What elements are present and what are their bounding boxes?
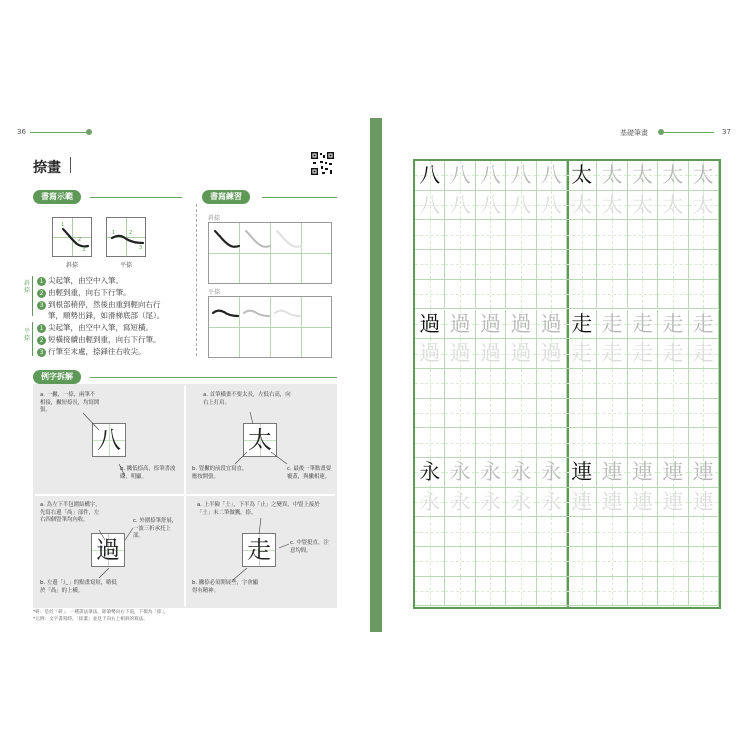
sheet-cell[interactable]: [476, 310, 506, 340]
trace-character: 走: [631, 341, 653, 366]
trace-character: 永: [449, 460, 471, 484]
sheet-cell[interactable]: [506, 458, 536, 488]
trace-character: 走: [601, 311, 623, 336]
sheet-cell[interactable]: [658, 488, 688, 518]
trace-character: 過: [540, 341, 562, 366]
sheet-cell[interactable]: [476, 250, 506, 280]
stroke-mark: 2: [129, 230, 133, 236]
sheet-cell[interactable]: [567, 161, 597, 191]
sheet-cell[interactable]: [689, 191, 719, 221]
sheet-cell[interactable]: [689, 280, 719, 310]
trace-character: 永: [479, 460, 501, 484]
leader-lines-guo: [33, 494, 185, 608]
sheet-cell[interactable]: [658, 280, 688, 310]
sheet-cell[interactable]: [476, 458, 506, 488]
demo-section-label: 書寫示範: [33, 190, 81, 204]
trace-character: 走: [692, 341, 714, 366]
trace-character: 太: [662, 192, 684, 217]
xie-na-step-3-cont: 筆，順勢出鋒，如滑梯底部（尾）。: [48, 311, 165, 320]
sheet-cell[interactable]: [537, 280, 567, 310]
ping-na-step-2: 2 短橫接續由輕到重，向右下行筆。: [37, 334, 161, 345]
sheet-cell[interactable]: [415, 280, 445, 310]
page-title: 捺畫: [33, 160, 61, 176]
example-note: a. 為左下半包圍結構字，先寫右邊「咼」部件，左右四個豎筆均內收。: [40, 502, 101, 523]
sheet-cell[interactable]: [628, 488, 658, 518]
sheet-cell[interactable]: [658, 161, 688, 191]
book-spine: [370, 118, 382, 632]
sheet-cell[interactable]: [689, 577, 719, 607]
sheet-cell[interactable]: [567, 310, 597, 340]
trace-character: 永: [479, 489, 501, 514]
sheet-cell[interactable]: [567, 191, 597, 221]
trace-character: 連: [601, 489, 623, 514]
trace-character: 走: [662, 311, 684, 336]
sheet-cell[interactable]: [415, 310, 445, 340]
sheet-cell[interactable]: [415, 250, 445, 280]
leader-lines-tai: [185, 384, 337, 494]
trace-character: 過: [510, 311, 532, 336]
sheet-cell[interactable]: [689, 517, 719, 547]
practice-label-ping-na: 平捺: [208, 289, 221, 296]
example-char: 過: [96, 536, 120, 564]
trace-character: 過: [510, 341, 532, 366]
trace-character: 八: [449, 192, 471, 217]
sheet-cell[interactable]: [597, 369, 627, 399]
sheet-cell[interactable]: [445, 220, 475, 250]
model-character: 連: [571, 460, 593, 484]
trace-character: 八: [510, 163, 532, 187]
sheet-cell[interactable]: [689, 161, 719, 191]
sheet-cell[interactable]: [506, 517, 536, 547]
trace-character: 太: [601, 163, 623, 187]
trace-character: 連: [692, 460, 714, 484]
trace-character: 太: [571, 192, 593, 217]
sheet-cell[interactable]: [445, 310, 475, 340]
example-note: c. 中豎挺直，注意均間。: [290, 540, 329, 554]
sheet-cell[interactable]: [658, 191, 688, 221]
sheet-cell[interactable]: [537, 517, 567, 547]
sheet-cell[interactable]: [537, 310, 567, 340]
stroke-mark: 1: [112, 230, 116, 236]
trace-character: 過: [479, 341, 501, 366]
right-page-number: 37: [722, 128, 731, 136]
trace-character: 永: [540, 460, 562, 484]
trace-character: 連: [601, 460, 623, 484]
model-character: 太: [571, 163, 593, 187]
sheet-cell[interactable]: [537, 399, 567, 429]
sheet-cell[interactable]: [476, 369, 506, 399]
sheet-cell[interactable]: [597, 220, 627, 250]
example-char: 八: [97, 426, 121, 454]
sheet-cell[interactable]: [628, 428, 658, 458]
sheet-cell[interactable]: [445, 399, 475, 429]
sheet-cell[interactable]: [476, 161, 506, 191]
practice-grid-ping-na[interactable]: [208, 296, 332, 358]
xie-na-step-2: 2 由輕到重，向右下行筆。: [37, 287, 131, 298]
sheet-cell[interactable]: [567, 369, 597, 399]
xie-na-tab: 斜捺: [23, 280, 30, 294]
sheet-cell[interactable]: [506, 488, 536, 518]
practice-sheet[interactable]: [413, 159, 721, 609]
sheet-cell[interactable]: [658, 369, 688, 399]
left-header-rule: [30, 132, 88, 133]
example-char: 走: [247, 536, 271, 564]
sheet-cell[interactable]: [506, 310, 536, 340]
ping-na-bracket: [32, 322, 34, 356]
leader-lines-ba: [33, 384, 185, 494]
sheet-cell[interactable]: [415, 369, 445, 399]
trace-character: 太: [692, 192, 714, 217]
sheet-cell[interactable]: [658, 517, 688, 547]
trace-character: 永: [449, 489, 471, 514]
sheet-cell[interactable]: [567, 458, 597, 488]
sheet-cell[interactable]: [658, 399, 688, 429]
sheet-cell[interactable]: [445, 339, 475, 369]
sheet-cell[interactable]: [445, 517, 475, 547]
sheet-cell[interactable]: [537, 369, 567, 399]
sheet-cell[interactable]: [597, 339, 627, 369]
ping-na-step-1: 1 尖起筆，由空中入筆，寫短橫。: [37, 322, 153, 333]
example-note: b. 撇低捺高，捺筆書波磔，明顯。: [120, 466, 176, 480]
example-char: 太: [248, 426, 272, 454]
qr-code-icon[interactable]: [310, 151, 335, 176]
example-note: c. 外圍捺筆舒展，一波三折承托上部。: [133, 518, 178, 539]
ping-na-tab: 平捺: [23, 328, 30, 342]
trace-character: 連: [631, 489, 653, 514]
sheet-cell[interactable]: [597, 488, 627, 518]
trace-character: 連: [631, 460, 653, 484]
model-character: 過: [419, 311, 441, 336]
stroke-mark: 1: [61, 222, 65, 228]
xie-na-bracket: [32, 276, 34, 316]
sheet-cell[interactable]: [597, 577, 627, 607]
sheet-cell[interactable]: [567, 399, 597, 429]
example-note: b. 撇捺必須開展些，字會顯得有精神。: [192, 580, 259, 594]
sheet-cell[interactable]: [628, 547, 658, 577]
sheet-cell[interactable]: [597, 428, 627, 458]
sheet-cell[interactable]: [689, 399, 719, 429]
sheet-cell[interactable]: [628, 161, 658, 191]
sheet-cell[interactable]: [628, 369, 658, 399]
trace-character: 八: [449, 163, 471, 187]
demo-caption-ping-na: 平捺: [119, 262, 132, 269]
trace-character: 八: [540, 192, 562, 217]
sheet-cell[interactable]: [415, 488, 445, 518]
sheet-cell[interactable]: [597, 250, 627, 280]
example-section-label: 例字拆解: [33, 370, 81, 384]
sheet-cell[interactable]: [689, 220, 719, 250]
leader-lines-zou: [185, 494, 337, 608]
demo-section-rule: [90, 197, 182, 198]
sheet-cell[interactable]: [567, 488, 597, 518]
trace-character: 連: [662, 460, 684, 484]
example-note: a. 一撇、一捺，兩筆不相接，撇短捺長，均寫開張。: [40, 392, 100, 413]
sheet-cell[interactable]: [628, 250, 658, 280]
sheet-cell[interactable]: [506, 547, 536, 577]
sheet-cell[interactable]: [597, 280, 627, 310]
sheet-cell[interactable]: [445, 191, 475, 221]
model-character: 八: [419, 163, 441, 187]
demo-box-xie-na: [52, 217, 92, 257]
sheet-cell[interactable]: [506, 399, 536, 429]
sheet-cell[interactable]: [537, 488, 567, 518]
sheet-cell[interactable]: [689, 428, 719, 458]
trace-character: 過: [540, 311, 562, 336]
sheet-cell[interactable]: [658, 310, 688, 340]
trace-character: 太: [692, 163, 714, 187]
sheet-cell[interactable]: [445, 161, 475, 191]
sheet-cell[interactable]: [597, 517, 627, 547]
sheet-cell[interactable]: [476, 488, 506, 518]
sheet-cell[interactable]: [628, 280, 658, 310]
sheet-cell[interactable]: [567, 339, 597, 369]
sheet-cell[interactable]: [628, 310, 658, 340]
footnote: *元例：文字書寫時，「捺畫」並見于向右上相斜的寫法。: [33, 617, 148, 622]
trace-character: 走: [631, 311, 653, 336]
trace-character: 八: [540, 163, 562, 187]
sheet-cell[interactable]: [537, 458, 567, 488]
sheet-cell[interactable]: [445, 428, 475, 458]
title-separator: [70, 157, 71, 173]
sheet-cell[interactable]: [506, 369, 536, 399]
sheet-cell[interactable]: [476, 191, 506, 221]
sheet-cell[interactable]: [415, 517, 445, 547]
sheet-cell[interactable]: [537, 220, 567, 250]
sheet-cell[interactable]: [628, 399, 658, 429]
sheet-cell[interactable]: [537, 577, 567, 607]
right-header-label: 基礎筆畫: [620, 129, 648, 137]
sheet-cell[interactable]: [445, 250, 475, 280]
sheet-cell[interactable]: [415, 191, 445, 221]
sheet-cell[interactable]: [658, 339, 688, 369]
sheet-cell[interactable]: [689, 339, 719, 369]
sheet-cell[interactable]: [415, 577, 445, 607]
sheet-cell[interactable]: [597, 191, 627, 221]
trace-character: 走: [692, 311, 714, 336]
trace-character: 過: [449, 341, 471, 366]
example-note: a. 首筆橫畫不要太長，左低右高，向右上打肩。: [203, 392, 291, 406]
trace-character: 永: [540, 489, 562, 514]
trace-character: 過: [419, 341, 441, 366]
sheet-cell[interactable]: [537, 339, 567, 369]
trace-character: 太: [601, 192, 623, 217]
trace-character: 走: [662, 341, 684, 366]
sheet-cell[interactable]: [537, 428, 567, 458]
footnote: *研：是於「研」，一種書法筆法，即筆勢向右下前，下嶺為「捺」。: [33, 610, 169, 615]
ping-na-step-3: 3 行筆至末處，捺鋒往右收尖。: [37, 346, 146, 357]
sheet-cell[interactable]: [506, 191, 536, 221]
sheet-cell[interactable]: [415, 458, 445, 488]
sheet-cell[interactable]: [689, 488, 719, 518]
sheet-cell[interactable]: [415, 399, 445, 429]
sheet-cell[interactable]: [567, 250, 597, 280]
sheet-cell[interactable]: [567, 577, 597, 607]
trace-character: 過: [449, 311, 471, 336]
xie-na-step-1: 1 尖起筆，由空中入筆。: [37, 275, 123, 286]
example-section-rule: [90, 377, 337, 378]
sheet-cell[interactable]: [537, 191, 567, 221]
left-page-number: 36: [17, 128, 26, 136]
example-note: a. 上半險「土」，下半為「止」之變異，中豎上接於「土」末二筆做鷹，捺。: [197, 502, 320, 516]
sheet-cell[interactable]: [506, 339, 536, 369]
sheet-cell[interactable]: [445, 547, 475, 577]
sheet-cell[interactable]: [689, 369, 719, 399]
sheet-cell[interactable]: [567, 517, 597, 547]
sheet-cell[interactable]: [506, 577, 536, 607]
stroke-mark: 3: [139, 245, 143, 251]
sheet-cell[interactable]: [506, 250, 536, 280]
sheet-cell[interactable]: [445, 458, 475, 488]
sheet-cell[interactable]: [597, 310, 627, 340]
trace-character: 永: [510, 460, 532, 484]
demo-caption-xie-na: 斜捺: [65, 262, 78, 269]
sheet-cell[interactable]: [628, 220, 658, 250]
sheet-cell[interactable]: [415, 428, 445, 458]
trace-character: 八: [510, 192, 532, 217]
trace-character: 走: [601, 341, 623, 366]
sheet-cell[interactable]: [506, 220, 536, 250]
sheet-cell[interactable]: [476, 280, 506, 310]
sheet-cell[interactable]: [597, 399, 627, 429]
trace-character: 八: [479, 163, 501, 187]
trace-character: 永: [510, 489, 532, 514]
stroke-mark: 3: [82, 247, 86, 253]
sheet-cell[interactable]: [476, 517, 506, 547]
practice-section-rule: [262, 197, 337, 198]
sheet-cell[interactable]: [567, 280, 597, 310]
sheet-cell[interactable]: [537, 547, 567, 577]
sheet-cell[interactable]: [689, 547, 719, 577]
sheet-cell[interactable]: [597, 547, 627, 577]
sheet-cell[interactable]: [476, 547, 506, 577]
trace-character: 八: [479, 192, 501, 217]
sheet-cell[interactable]: [658, 577, 688, 607]
sheet-cell[interactable]: [445, 577, 475, 607]
sheet-cell[interactable]: [506, 428, 536, 458]
sheet-cell[interactable]: [415, 547, 445, 577]
trace-character: 過: [479, 311, 501, 336]
trace-character: 太: [631, 192, 653, 217]
sheet-cell[interactable]: [628, 191, 658, 221]
model-character: 走: [571, 311, 593, 336]
practice-section-label: 書寫練習: [202, 190, 250, 204]
sheet-cell[interactable]: [567, 547, 597, 577]
trace-character: 連: [662, 489, 684, 514]
practice-divider: [196, 204, 197, 356]
trace-character: 永: [419, 489, 441, 514]
sheet-cell[interactable]: [597, 458, 627, 488]
trace-character: 連: [571, 489, 593, 514]
model-character: 永: [419, 460, 441, 484]
practice-grid-xie-na[interactable]: [208, 222, 332, 284]
sheet-cell[interactable]: [537, 161, 567, 191]
practice-label-xie-na: 斜捺: [208, 215, 221, 222]
sheet-cell[interactable]: [415, 339, 445, 369]
sheet-cell[interactable]: [628, 458, 658, 488]
sheet-cell[interactable]: [597, 161, 627, 191]
sheet-cell[interactable]: [476, 577, 506, 607]
sheet-cell[interactable]: [476, 220, 506, 250]
sheet-cell[interactable]: [658, 458, 688, 488]
trace-character: 走: [571, 341, 593, 366]
sheet-cell[interactable]: [506, 280, 536, 310]
sheet-cell[interactable]: [628, 339, 658, 369]
sheet-cell[interactable]: [658, 428, 688, 458]
sheet-cell[interactable]: [476, 399, 506, 429]
demo-box-ping-na: [106, 217, 146, 257]
sheet-cell[interactable]: [415, 161, 445, 191]
sheet-cell[interactable]: [628, 577, 658, 607]
xie-na-step-3: 3 到根部稍停，然後由重到輕向右行: [37, 299, 161, 310]
left-header-dot: [86, 129, 92, 135]
sheet-cell[interactable]: [537, 250, 567, 280]
trace-character: 太: [631, 163, 653, 187]
sheet-cell[interactable]: [445, 280, 475, 310]
trace-character: 連: [692, 489, 714, 514]
example-note: b. 左邊「辶」的點畫寫短，略低於「咼」的上橫。: [40, 580, 117, 594]
right-header-rule: [662, 132, 714, 133]
sheet-cell[interactable]: [476, 339, 506, 369]
sheet-cell[interactable]: [567, 220, 597, 250]
sheet-cell[interactable]: [658, 547, 688, 577]
sheet-cell[interactable]: [445, 369, 475, 399]
sheet-cell[interactable]: [567, 428, 597, 458]
sheet-cell[interactable]: [506, 161, 536, 191]
example-note: c. 最後一筆點畫要覆蓋，與撇相連。: [287, 466, 332, 480]
sheet-cell[interactable]: [476, 428, 506, 458]
trace-character: 太: [662, 163, 684, 187]
sheet-cell[interactable]: [658, 220, 688, 250]
sheet-cell[interactable]: [628, 517, 658, 547]
sheet-cell[interactable]: [658, 250, 688, 280]
sheet-cell[interactable]: [689, 250, 719, 280]
sheet-cell[interactable]: [689, 310, 719, 340]
sheet-cell[interactable]: [689, 458, 719, 488]
stroke-mark: 2: [78, 237, 82, 243]
example-note: b. 豎撇的前段宜寫直，應按開張。: [192, 466, 248, 480]
sheet-cell[interactable]: [415, 220, 445, 250]
sheet-cell[interactable]: [445, 488, 475, 518]
trace-character: 八: [419, 192, 441, 217]
